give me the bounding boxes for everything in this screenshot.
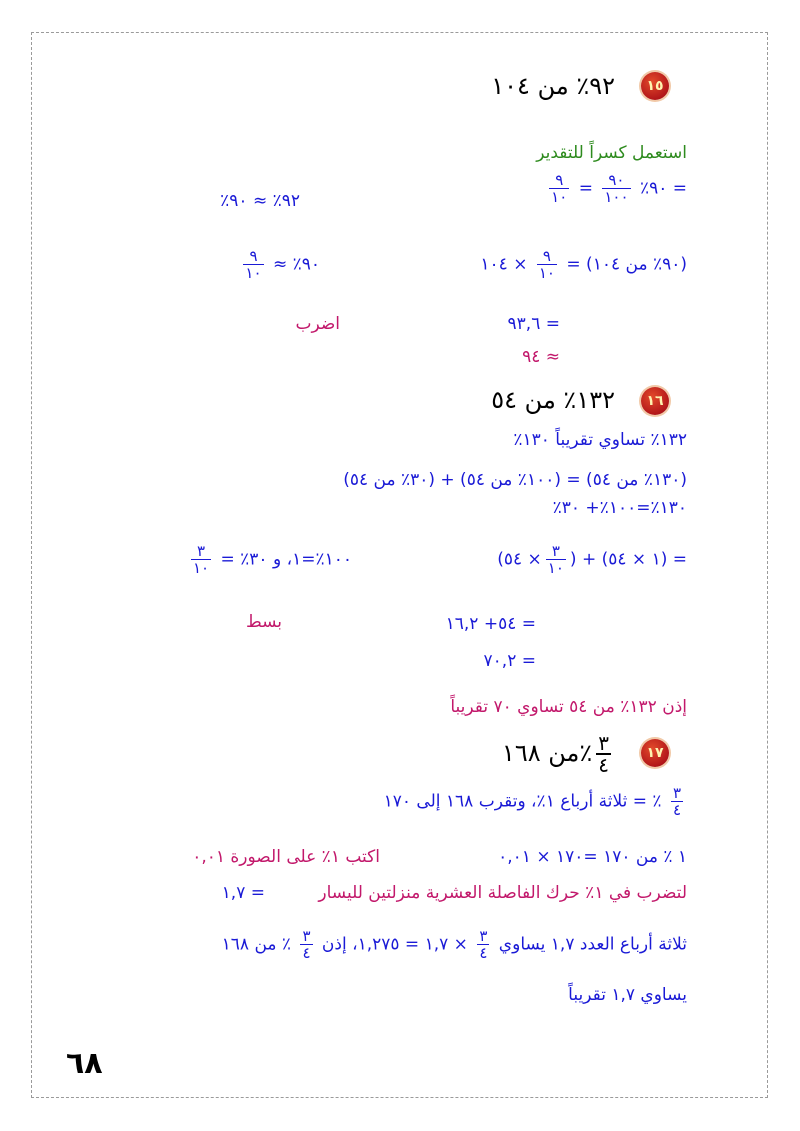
equation-row: = (١ × ٥٤) + ( $\frac{٣}{١٠}$ × ٥٤) [497,542,687,577]
page-number: ٦٨ [66,1046,103,1081]
text-line: $\frac{٣}{٤}$ ٪ = ثلاثة أرباع ١٪، وتقرب ١٦٨ إلى ١٧٠ [383,784,681,819]
hint-text: استعمل كسراً للتقدير [536,143,687,163]
fraction: $\frac{٩}{١٠}$ [245,247,262,282]
equation-line: ١٣٠٪=١٠٠٪+ ٣٠٪ [552,498,687,518]
result-line: = ٧٠,٢ [483,651,536,671]
equation-row: = ٩٠٪ $\frac{٩٠}{١٠٠}$ = $\frac{٩}{١٠}$ [551,171,687,206]
problem-title: $\frac{٣}{٤}$ ٪من ١٦٨ [501,731,609,777]
text-line: ١٣٢٪ تساوي تقريباً ١٣٠٪ [513,430,687,450]
expression: = ٩٠٪ [639,178,687,199]
problem-number-badge: ١٦ [641,387,669,415]
fraction: $\frac{٩٠}{١٠٠}$ [604,171,629,206]
estimate-note: ٩٢٪ ≈ ٩٠٪ [220,191,300,211]
step-note: بسط [245,612,282,632]
fraction: $\frac{٣}{٤}$ [672,784,681,819]
estimate-note: ٩٠٪ ≈ $\frac{٩}{١٠}$ [245,247,320,282]
result-line: = ٥٤+ ١٦,٢ [445,614,536,634]
step-note: لتضرب في ١٪ حرك الفاصلة العشرية منزلتين لليسار [318,883,687,903]
estimate-note: ١٠٠٪=١، و ٣٠٪ = $\frac{٣}{١٠}$ [192,542,352,577]
expression: × ١٠٤ [480,254,528,275]
result-line: ≈ ٩٤ [522,347,560,367]
fraction: $\frac{٣}{٤}$ [302,927,311,962]
equation-row [480,248,687,281]
problem-title: ١٣٢٪ من ٥٤ [491,386,615,414]
result-line: = ١,٧ [221,883,265,903]
result-line: = ٩٣,٦ [507,314,560,334]
problem-title: ٩٢٪ من ١٠٤ [491,72,615,100]
equation-line: ١ ٪ من ١٧٠ =١٧٠ × ٠,٠١ [498,847,687,867]
fraction: $\frac{٩}{١٠}$ [551,171,568,206]
problem-number-badge: ١٧ [641,739,669,767]
fraction: $\frac{٣}{١٠}$ [547,542,564,577]
problem-number-badge: ١٥ [641,72,669,100]
fraction: $\frac{٩}{١٠}$ [538,247,555,282]
equation-line: (١٣٠٪ من ٥٤) = (١٠٠٪ من ٥٤) + (٣٠٪ من ٥٤) [343,470,687,490]
fraction: $\frac{٣}{٤}$ [479,927,488,962]
fraction: $\frac{٣}{١٠}$ [192,542,210,577]
step-note: اكتب ١٪ على الصورة ٠,٠١ [192,847,380,867]
expression: (٩٠٪ من ١٠٤) = [566,254,687,275]
text-line: يساوي ١,٧ تقريباً [568,985,687,1005]
conclusion-text: إذن ١٣٢٪ من ٥٤ تساوي ٧٠ تقريباً [450,697,687,717]
fraction: $\frac{٣}{٤}$ [598,731,609,777]
step-note: اضرب [295,314,340,334]
text-line: ثلاثة أرباع العدد ١,٧ يساوي $\frac{٣}{٤}$ × ١,٧ = ١,٢٧٥، إذن $\frac{٣}{٤}$ ٪ من ١٦٨ [221,927,687,962]
